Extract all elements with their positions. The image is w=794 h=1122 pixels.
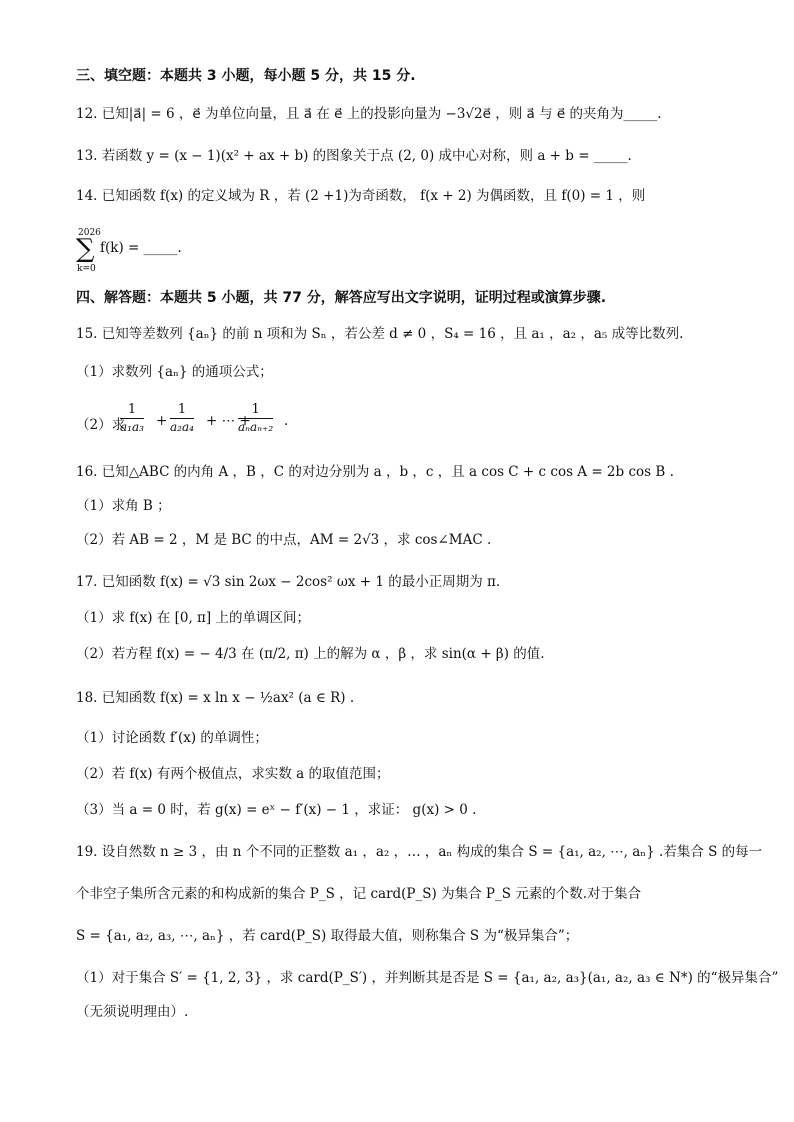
fraction-3-denominator: aₙaₙ₊₂ bbox=[238, 420, 274, 434]
question-19-line1: 19. 设自然数 n ≥ 3 ，由 n 个不同的正整数 a₁ ，a₂ ，… ，aₙ 构成的集合 S = {a₁, a₂, ⋯, aₙ} .若集合 S 的每一 bbox=[76, 844, 763, 860]
fraction-2-denominator: a₂a₄ bbox=[170, 420, 194, 434]
question-18-part2: （2）若 f(x) 有两个极值点，求实数 a 的取值范围； bbox=[76, 766, 390, 782]
summation-lower-limit: k=0 bbox=[77, 264, 96, 274]
summation-sigma: ∑ bbox=[76, 234, 95, 264]
plus-sign: + bbox=[156, 413, 168, 429]
question-19-part1-note: （无须说明理由）. bbox=[76, 1004, 189, 1020]
question-15-part2 bbox=[76, 400, 736, 444]
summation-upper-limit: 2026 bbox=[78, 228, 101, 238]
question-14: 14. 已知函数 f(x) 的定义域为 R ，若 (2 +1)为奇函数， f(x + 2) 为偶函数，且 f(0) = 1 ，则 bbox=[76, 188, 646, 204]
question-12: 12. 已知|a⃗| = 6 ，e⃗ 为单位向量，且 a⃗ 在 e⃗ 上的投影向量为 −3√2e⃗ ，则 a⃗ 与 e⃗ 的夹角为_____. bbox=[76, 106, 662, 122]
section4-heading: 四、解答题：本题共 5 小题，共 77 分，解答应写出文字说明，证明过程或演算步骤. bbox=[76, 290, 607, 306]
question-15-part1: （1）求数列 {aₙ} 的通项公式； bbox=[76, 364, 273, 380]
question-18: 18. 已知函数 f(x) = x ln x − ½ax² (a ∈ R) . bbox=[76, 690, 355, 706]
fraction-1-numerator: 1 bbox=[120, 402, 144, 419]
summation-expression: f(k) = _____. bbox=[100, 240, 182, 256]
q15-part2-prefix: （2）求 bbox=[76, 417, 126, 433]
fraction-3 bbox=[238, 402, 273, 434]
question-17-part1: （1）求 f(x) 在 [0, π] 上的单调区间； bbox=[76, 610, 310, 626]
question-16-part2: （2）若 AB = 2 ，M 是 BC 的中点，AM = 2√3 ，求 cos∠MAC . bbox=[76, 532, 492, 548]
question-13: 13. 若函数 y = (x − 1)(x² + ax + b) 的图象关于点 (2, 0) 成中心对称，则 a + b = _____. bbox=[76, 148, 632, 164]
question-19-line2: 个非空子集所含元素的和构成新的集合 P_S ，记 card(P_S) 为集合 P_S 元素的个数.对于集合 bbox=[76, 886, 642, 902]
fraction-2 bbox=[170, 402, 194, 434]
section3-heading: 三、填空题：本题共 3 小题，每小题 5 分，共 15 分. bbox=[76, 68, 416, 84]
question-18-part3: （3）当 a = 0 时，若 g(x) = eˣ − f′(x) − 1 ，求证： g(x) > 0 . bbox=[76, 802, 477, 818]
fraction-1 bbox=[120, 402, 144, 434]
question-15: 15. 已知等差数列 {aₙ} 的前 n 项和为 Sₙ ，若公差 d ≠ 0 ，S₄ = 16 ，且 a₁ ，a₂ ，a₅ 成等比数列. bbox=[76, 326, 684, 342]
fraction-1-denominator: a₁a₃ bbox=[120, 420, 144, 434]
question-19-part1: （1）对于集合 S′ = {1, 2, 3} ，求 card(P_S′) ，并判断其是否是 S = {a₁, a₂, a₃}(a₁, a₂, a₃ ∈ N*) 的“极异集合” bbox=[76, 970, 779, 986]
question-19-line3: S = {a₁, a₂, a₃, ⋯, aₙ} ，若 card(P_S) 取得最大值，则称集合 S 为“极异集合”； bbox=[76, 928, 579, 944]
period: . bbox=[284, 413, 289, 429]
fraction-3-numerator: 1 bbox=[238, 402, 273, 419]
question-16-part1: （1）求角 B ； bbox=[76, 498, 171, 514]
ellipsis-sum: + ⋯ + bbox=[206, 413, 251, 429]
question-17-part2: （2）若方程 f(x) = − 4/3 在 (π/2, π) 上的解为 α ，β ，求 sin(α + β) 的值. bbox=[76, 646, 545, 662]
fraction-2-numerator: 1 bbox=[170, 402, 194, 419]
question-16: 16. 已知△ABC 的内角 A ，B ，C 的对边分别为 a ，b ，c ，且 a cos C + c cos A = 2b cos B . bbox=[76, 464, 674, 480]
question-17: 17. 已知函数 f(x) = √3 sin 2ωx − 2cos² ωx + 1 的最小正周期为 π. bbox=[76, 574, 501, 590]
question-18-part1: （1）讨论函数 f′(x) 的单调性； bbox=[76, 730, 268, 746]
summation bbox=[76, 228, 206, 278]
